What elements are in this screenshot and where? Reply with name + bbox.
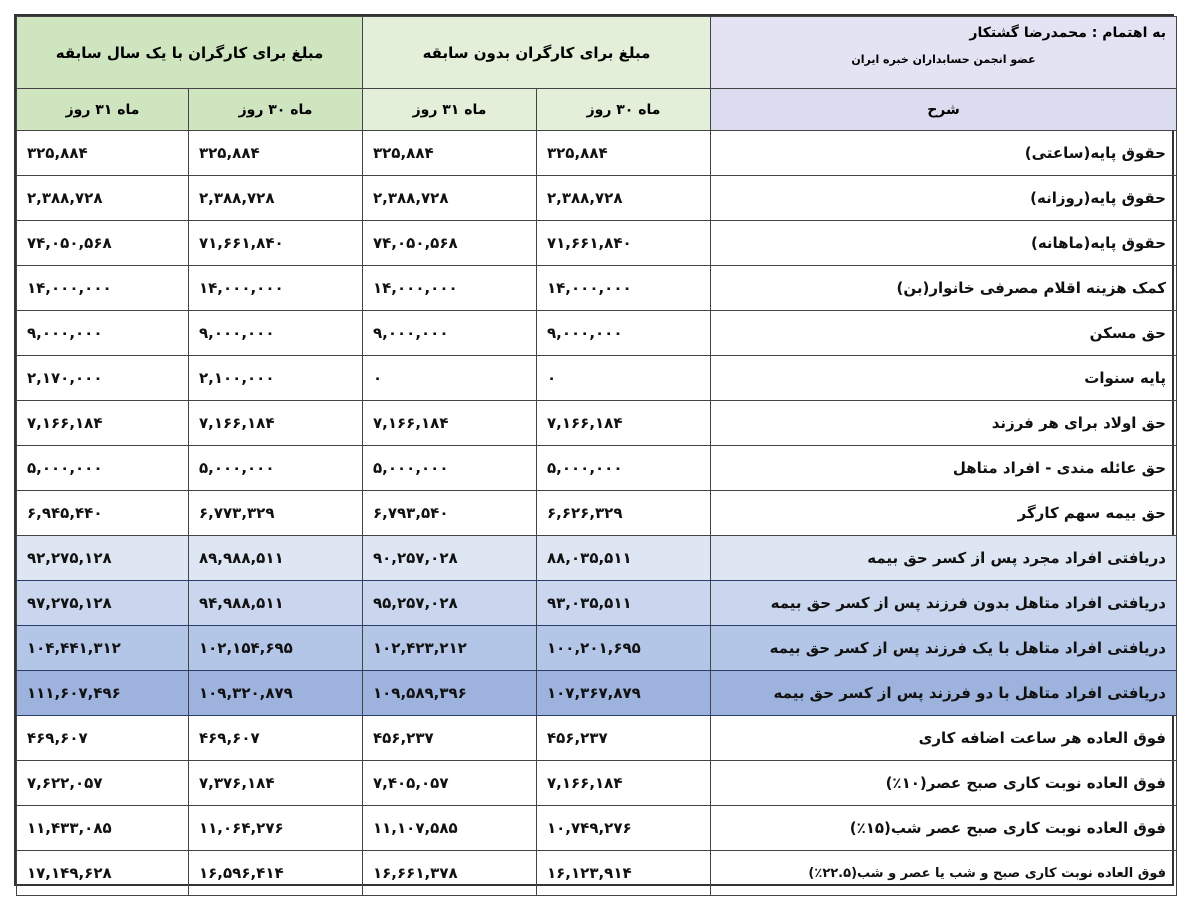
row-description: فوق العاده نوبت کاری صبح عصر(۱۰٪)	[711, 761, 1177, 806]
table-row	[17, 131, 1177, 176]
value-one-year-30: ۴۶۹,۶۰۷	[189, 716, 363, 761]
credit-affiliation: عضو انجمن حسابداران خبره ایران	[851, 53, 1036, 66]
value-no-exp-31: ۶,۷۹۳,۵۴۰	[363, 491, 537, 536]
value-no-exp-30: ۰	[537, 356, 711, 401]
row-description: فوق العاده هر ساعت اضافه کاری	[711, 716, 1177, 761]
value-one-year-30: ۱۱,۰۶۴,۲۷۶	[189, 806, 363, 851]
value-no-exp-31: ۵,۰۰۰,۰۰۰	[363, 446, 537, 491]
value-one-year-30: ۲,۱۰۰,۰۰۰	[189, 356, 363, 401]
row-description: حقوق پایه(روزانه)	[711, 176, 1177, 221]
value-one-year-30: ۸۹,۹۸۸,۵۱۱	[189, 536, 363, 581]
value-one-year-31: ۲,۳۸۸,۷۲۸	[17, 176, 189, 221]
row-description: کمک هزینه اقلام مصرفی خانوار(بن)	[711, 266, 1177, 311]
table-row	[17, 356, 1177, 401]
credit-author: به اهتمام : محمدرضا گشتکار	[969, 25, 1166, 41]
value-one-year-30: ۵,۰۰۰,۰۰۰	[189, 446, 363, 491]
value-one-year-30: ۷۱,۶۶۱,۸۴۰	[189, 221, 363, 266]
value-one-year-31: ۱۱۱,۶۰۷,۴۹۶	[17, 671, 189, 716]
value-no-exp-30: ۳۲۵,۸۸۴	[537, 131, 711, 176]
group-header-one-year: مبلغ برای کارگران با یک سال سابقه	[17, 17, 363, 89]
row-description: دریافتی افراد متاهل بدون فرزند پس از کسر حق بیمه	[711, 581, 1177, 626]
table-row	[17, 761, 1177, 806]
value-one-year-31: ۹,۰۰۰,۰۰۰	[17, 311, 189, 356]
value-no-exp-30: ۶,۶۲۶,۳۲۹	[537, 491, 711, 536]
value-one-year-31: ۷,۶۲۲,۰۵۷	[17, 761, 189, 806]
table-row	[17, 266, 1177, 311]
value-one-year-31: ۳۲۵,۸۸۴	[17, 131, 189, 176]
value-no-exp-31: ۹۵,۲۵۷,۰۲۸	[363, 581, 537, 626]
table-row	[17, 176, 1177, 221]
row-description: دریافتی افراد مجرد پس از کسر حق بیمه	[711, 536, 1177, 581]
value-no-exp-31: ۱۰۹,۵۸۹,۳۹۶	[363, 671, 537, 716]
table-row	[17, 491, 1177, 536]
value-no-exp-31: ۴۵۶,۲۳۷	[363, 716, 537, 761]
row-description: فوق العاده نوبت کاری صبح و شب یا عصر و شب(۲۲.۵٪)	[711, 851, 1177, 896]
col-header-no-exp-31: ماه ۳۱ روز	[363, 89, 537, 131]
value-one-year-31: ۱۷,۱۴۹,۶۲۸	[17, 851, 189, 896]
value-one-year-30: ۷,۱۶۶,۱۸۴	[189, 401, 363, 446]
value-no-exp-31: ۱۱,۱۰۷,۵۸۵	[363, 806, 537, 851]
row-description: حقوق پایه(ماهانه)	[711, 221, 1177, 266]
row-description: حقوق پایه(ساعتی)	[711, 131, 1177, 176]
value-no-exp-30: ۱۰,۷۴۹,۲۷۶	[537, 806, 711, 851]
value-one-year-31: ۴۶۹,۶۰۷	[17, 716, 189, 761]
row-description: دریافتی افراد متاهل با دو فرزند پس از کسر حق بیمه	[711, 671, 1177, 716]
col-header-one-year-31: ماه ۳۱ روز	[17, 89, 189, 131]
row-description: فوق العاده نوبت کاری صبح عصر شب(۱۵٪)	[711, 806, 1177, 851]
table-row	[17, 671, 1177, 716]
value-one-year-31: ۵,۰۰۰,۰۰۰	[17, 446, 189, 491]
value-no-exp-30: ۱۰۰,۲۰۱,۶۹۵	[537, 626, 711, 671]
value-one-year-30: ۹,۰۰۰,۰۰۰	[189, 311, 363, 356]
value-one-year-31: ۱۰۴,۴۴۱,۳۱۲	[17, 626, 189, 671]
value-no-exp-31: ۷۴,۰۵۰,۵۶۸	[363, 221, 537, 266]
table-row	[17, 806, 1177, 851]
table-row	[17, 716, 1177, 761]
wage-table-sheet	[14, 14, 1174, 886]
value-one-year-31: ۷۴,۰۵۰,۵۶۸	[17, 221, 189, 266]
value-one-year-30: ۱۴,۰۰۰,۰۰۰	[189, 266, 363, 311]
value-no-exp-31: ۰	[363, 356, 537, 401]
value-no-exp-30: ۹۳,۰۳۵,۵۱۱	[537, 581, 711, 626]
value-no-exp-31: ۹,۰۰۰,۰۰۰	[363, 311, 537, 356]
wage-table	[16, 16, 1177, 896]
value-no-exp-30: ۴۵۶,۲۳۷	[537, 716, 711, 761]
value-one-year-30: ۱۰۲,۱۵۴,۶۹۵	[189, 626, 363, 671]
col-header-one-year-30: ماه ۳۰ روز	[189, 89, 363, 131]
row-description: پایه سنوات	[711, 356, 1177, 401]
value-no-exp-30: ۷,۱۶۶,۱۸۴	[537, 761, 711, 806]
value-no-exp-30: ۹,۰۰۰,۰۰۰	[537, 311, 711, 356]
value-one-year-30: ۱۰۹,۳۲۰,۸۷۹	[189, 671, 363, 716]
value-one-year-31: ۷,۱۶۶,۱۸۴	[17, 401, 189, 446]
value-no-exp-30: ۵,۰۰۰,۰۰۰	[537, 446, 711, 491]
value-no-exp-30: ۷۱,۶۶۱,۸۴۰	[537, 221, 711, 266]
table-row	[17, 311, 1177, 356]
group-header-no-experience: مبلغ برای کارگران بدون سابقه	[363, 17, 711, 89]
row-description: حق مسکن	[711, 311, 1177, 356]
value-one-year-30: ۹۴,۹۸۸,۵۱۱	[189, 581, 363, 626]
row-description: حق عائله مندی - افراد متاهل	[711, 446, 1177, 491]
value-one-year-31: ۶,۹۴۵,۴۴۰	[17, 491, 189, 536]
value-one-year-30: ۶,۷۷۳,۳۲۹	[189, 491, 363, 536]
value-no-exp-30: ۱۶,۱۲۳,۹۱۴	[537, 851, 711, 896]
value-one-year-31: ۱۱,۴۳۳,۰۸۵	[17, 806, 189, 851]
credit-cell	[711, 17, 1177, 89]
value-one-year-31: ۱۴,۰۰۰,۰۰۰	[17, 266, 189, 311]
table-row	[17, 221, 1177, 266]
value-no-exp-30: ۱۰۷,۳۶۷,۸۷۹	[537, 671, 711, 716]
value-no-exp-31: ۷,۴۰۵,۰۵۷	[363, 761, 537, 806]
value-no-exp-31: ۷,۱۶۶,۱۸۴	[363, 401, 537, 446]
value-one-year-31: ۹۷,۲۷۵,۱۲۸	[17, 581, 189, 626]
value-no-exp-31: ۱۴,۰۰۰,۰۰۰	[363, 266, 537, 311]
row-description: دریافتی افراد متاهل با یک فرزند پس از کسر حق بیمه	[711, 626, 1177, 671]
table-row	[17, 851, 1177, 896]
row-description: حق اولاد برای هر فرزند	[711, 401, 1177, 446]
col-header-no-exp-30: ماه ۳۰ روز	[537, 89, 711, 131]
value-no-exp-30: ۱۴,۰۰۰,۰۰۰	[537, 266, 711, 311]
value-no-exp-31: ۳۲۵,۸۸۴	[363, 131, 537, 176]
value-no-exp-30: ۷,۱۶۶,۱۸۴	[537, 401, 711, 446]
value-one-year-30: ۳۲۵,۸۸۴	[189, 131, 363, 176]
value-no-exp-31: ۲,۳۸۸,۷۲۸	[363, 176, 537, 221]
value-one-year-30: ۷,۳۷۶,۱۸۴	[189, 761, 363, 806]
value-no-exp-30: ۲,۳۸۸,۷۲۸	[537, 176, 711, 221]
col-header-description: شرح	[711, 89, 1177, 131]
table-row	[17, 536, 1177, 581]
table-row	[17, 581, 1177, 626]
value-one-year-30: ۱۶,۵۹۶,۴۱۴	[189, 851, 363, 896]
value-one-year-30: ۲,۳۸۸,۷۲۸	[189, 176, 363, 221]
table-row	[17, 446, 1177, 491]
row-description: حق بیمه سهم کارگر	[711, 491, 1177, 536]
value-no-exp-31: ۱۶,۶۶۱,۳۷۸	[363, 851, 537, 896]
table-row	[17, 626, 1177, 671]
value-no-exp-30: ۸۸,۰۳۵,۵۱۱	[537, 536, 711, 581]
value-no-exp-31: ۹۰,۲۵۷,۰۲۸	[363, 536, 537, 581]
table-row	[17, 401, 1177, 446]
value-no-exp-31: ۱۰۲,۴۲۳,۲۱۲	[363, 626, 537, 671]
value-one-year-31: ۹۲,۲۷۵,۱۲۸	[17, 536, 189, 581]
value-one-year-31: ۲,۱۷۰,۰۰۰	[17, 356, 189, 401]
